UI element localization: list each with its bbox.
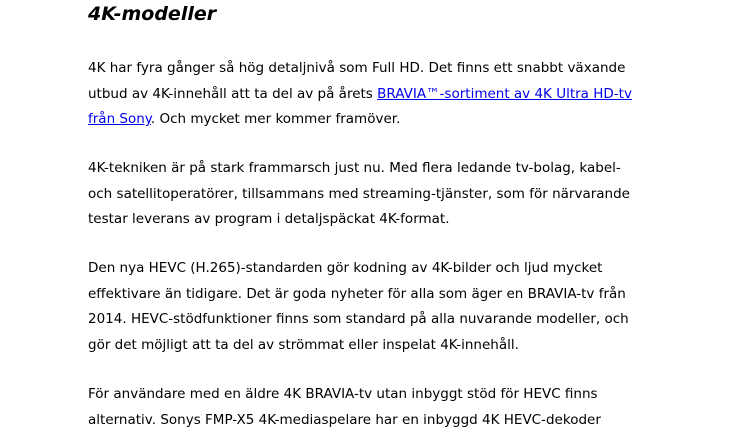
paragraph-line: 4K-tekniken är på stark frammarsch just nu. Med flera ledande tv-bolag, kabel- (88, 156, 688, 182)
section-heading: 4K-modeller (88, 2, 216, 26)
paragraph-line: 4K har fyra gånger så hög detaljnivå som Full HD. Det finns ett snabbt växande (88, 56, 688, 82)
paragraph-text: utbud av 4K-innehåll att ta del av på årets (88, 86, 377, 102)
bravia-lineup-link[interactable]: BRAVIA™-sortiment av 4K Ultra HD-tv (377, 86, 632, 102)
paragraph-line: gör det möjligt att ta del av strömmat eller inspelat 4K-innehåll. (88, 333, 688, 359)
bravia-lineup-link-continued[interactable]: från Sony (88, 111, 151, 127)
paragraph-line: Den nya HEVC (H.265)-standarden gör kodning av 4K-bilder och ljud mycket (88, 256, 688, 282)
paragraph-technology (88, 156, 688, 233)
paragraph-line: 2014. HEVC-stödfunktioner finns som standard på alla nuvarande modeller, och (88, 307, 688, 333)
paragraph-line: och satellitoperatörer, tillsammans med streaming-tjänster, som för närvarande (88, 182, 688, 208)
paragraph-line: effektivare än tidigare. Det är goda nyheter för alla som äger en BRAVIA-tv från (88, 282, 688, 308)
paragraph-line: För användare med en äldre 4K BRAVIA-tv utan inbyggt stöd för HEVC finns (88, 382, 688, 408)
paragraph-intro (88, 56, 688, 133)
paragraph-text: . Och mycket mer kommer framöver. (151, 111, 401, 127)
paragraph-hevc (88, 256, 688, 358)
paragraph-line: testar leverans av program i detaljspäckat 4K-format. (88, 207, 688, 233)
paragraph-line: alternativ. Sonys FMP-X5 4K-mediaspelare har en inbyggd 4K HEVC-dekoder (88, 408, 688, 433)
paragraph-older-tv (88, 382, 688, 433)
paragraph-line (88, 82, 688, 108)
paragraph-line (88, 107, 688, 133)
